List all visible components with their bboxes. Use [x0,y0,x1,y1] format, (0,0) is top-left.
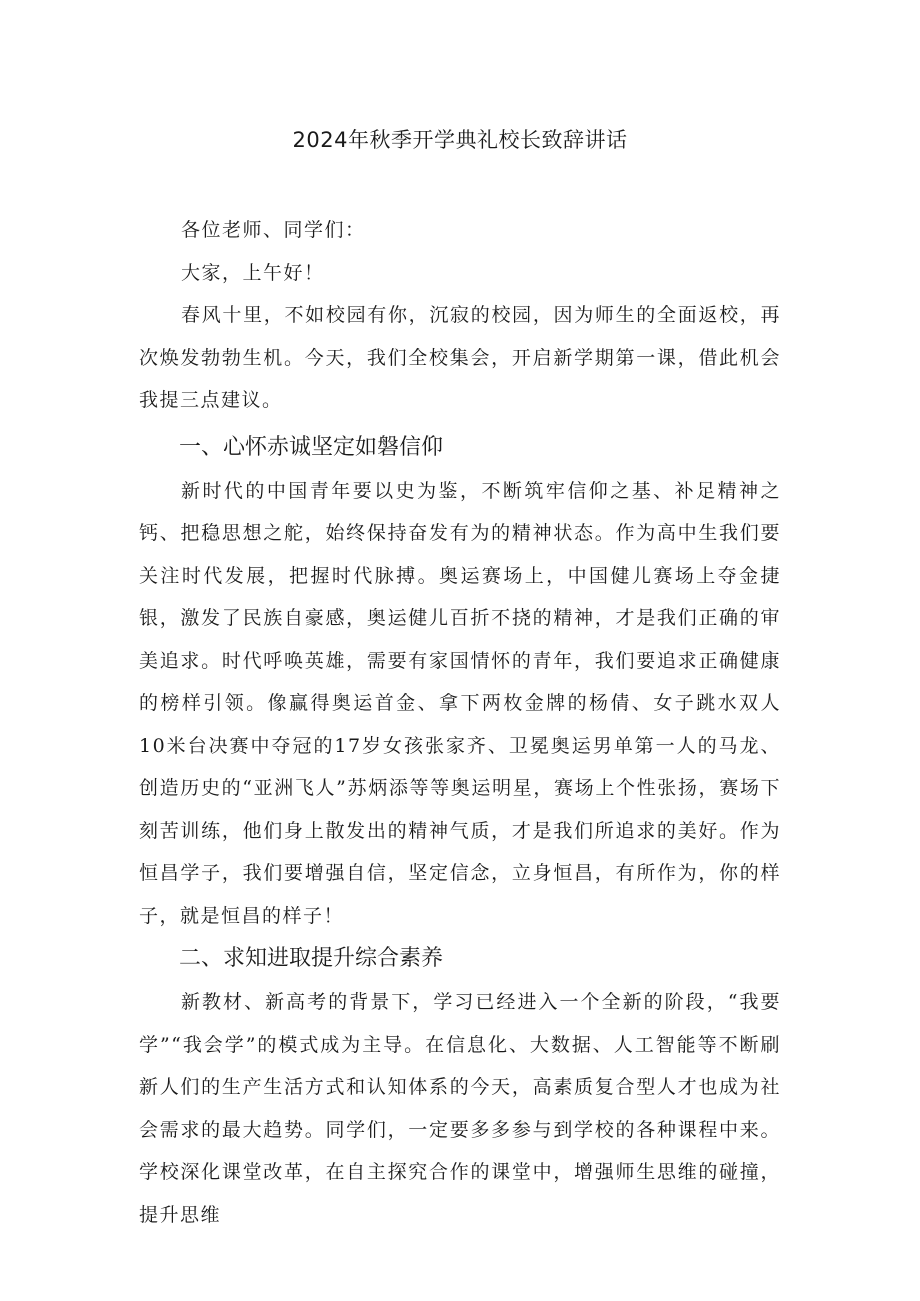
intro-paragraph: 春风十里，不如校园有你，沉寂的校园，因为师生的全面返校，再次焕发勃勃生机。今天，我们全校集会，开启新学期第一课，借此机会我提三点建议。 [139,304,781,411]
section-2-paragraph: 新教材、新高考的背景下，学习已经进入一个全新的阶段，“我要学”“我会学”的模式成为主导。在信息化、大数据、人工智能等不断刷新人们的生产生活方式和认知体系的今天，高素质复合型人才也成为社会需求的最大趋势。同学们，一定要多多参与到学校的各种课程中来。学校深化课堂改革，在自主探究合作的课堂中，增强师生思维的碰撞，提升思维 [139,991,781,1226]
greeting-line: 各位老师、同学们： [181,219,366,241]
section-2-heading: 二、求知进取提升综合素养 [179,946,444,971]
section-1-paragraph: 新时代的中国青年要以史为鉴，不断筑牢信仰之基、补足精神之钙、把稳思想之舵，始终保持奋发有为的精神状态。作为高中生我们要关注时代发展，把握时代脉搏。奥运赛场上，中国健儿赛场上夺金捷银，激发了民族自豪感，奥运健儿百折不挠的精神，才是我们正确的审美追求。时代呼唤英雄，需要有家国情怀的青年，我们要追求正确健康的榜样引领。像赢得奥运首金、拿下两枚金牌的杨倩、女子跳水双人10米台决赛中夺冠的17岁女孩张家齐、卫冕奥运男单第一人的马龙、创造历史的“亚洲飞人”苏炳添等等奥运明星，赛场上个性张扬，赛场下刻苦训练，他们身上散发出的精神气质，才是我们所追求的美好。作为恒昌学子，我们要增强自信，坚定信念，立身恒昌，有所作为，你的样子，就是恒昌的样子！ [139,479,781,927]
document-body [139,209,781,1236]
document-title: 2024年秋季开学典礼校长致辞讲话 [292,128,628,152]
section-1-heading: 一、心怀赤诚坚定如磐信仰 [179,434,444,460]
hello-line: 大家，上午好！ [181,261,325,284]
